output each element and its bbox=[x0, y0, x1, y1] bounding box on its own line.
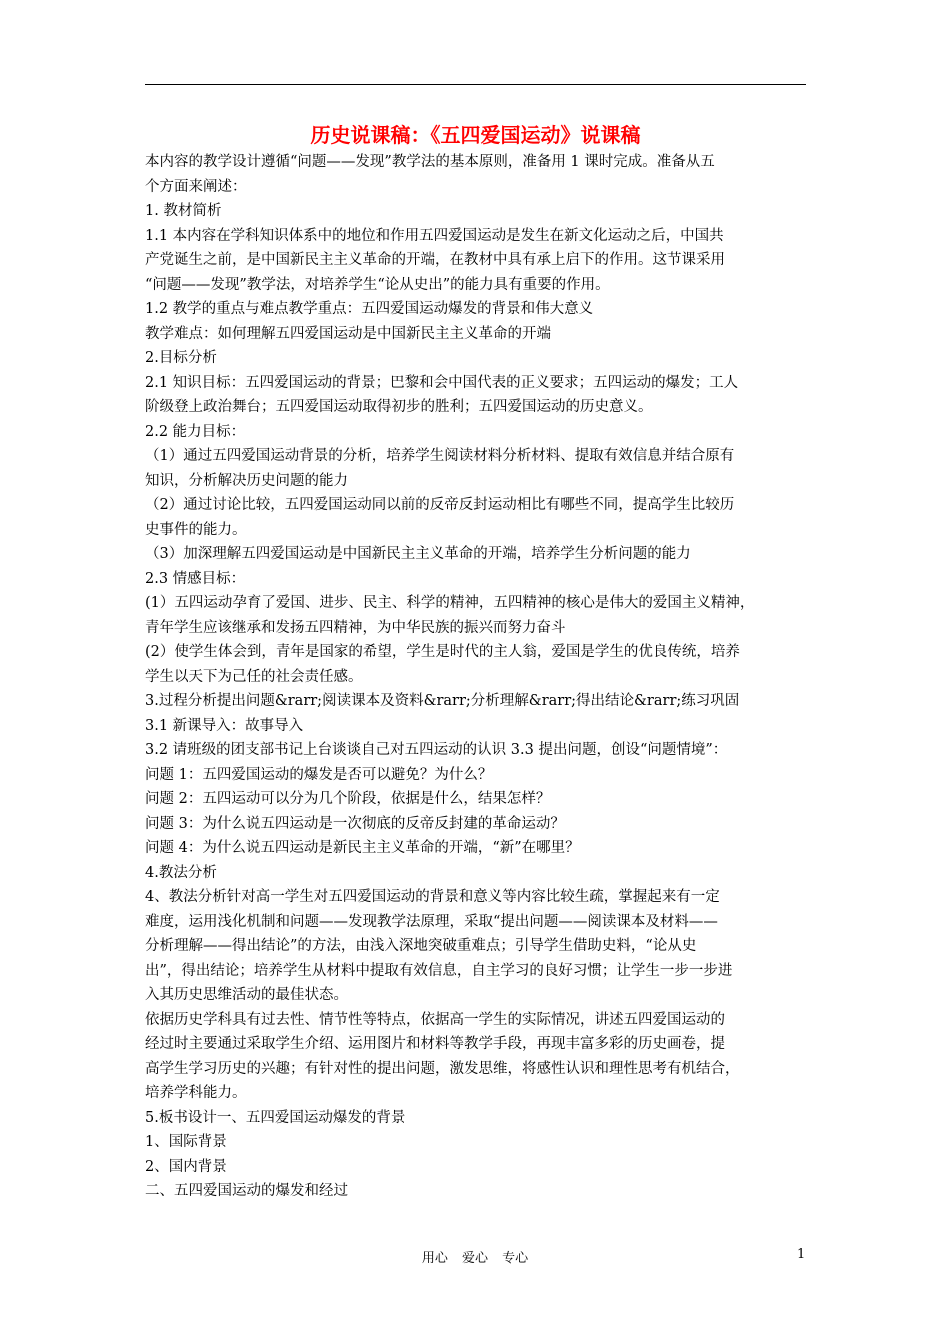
body-line: 难度，运用浅化机制和问题——发现教学法原理，采取“提出问题——阅读课本及材料—— bbox=[145, 913, 718, 930]
body-line: 2.3 情感目标： bbox=[145, 570, 246, 587]
body-line: 2.1 知识目标：五四爱国运动的背景；巴黎和会中国代表的正义要求；五四运动的爆发；工人 bbox=[145, 374, 739, 391]
body-line: 学生以天下为己任的社会责任感。 bbox=[145, 668, 363, 685]
body-line: （3）加深理解五四爱国运动是中国新民主主义革命的开端，培养学生分析问题的能力 bbox=[145, 546, 691, 562]
body-line: 入其历史思维活动的最佳状态。 bbox=[145, 987, 348, 1003]
body-line: (1）五四运动孕育了爱国、进步、民主、科学的精神，五四精神的核心是伟大的爱国主义精神， bbox=[145, 595, 755, 611]
body-line: 3.1 新课导入：故事导入 bbox=[145, 717, 304, 734]
body-line: 1、国际背景 bbox=[145, 1134, 227, 1150]
body-line: 4、教法分析针对高一学生对五四爱国运动的背景和意义等内容比较生疏，掌握起来有一定 bbox=[145, 889, 720, 905]
body-line: 培养学科能力。 bbox=[145, 1085, 247, 1101]
body-line: 个方面来阐述： bbox=[145, 178, 247, 195]
header-rule bbox=[145, 84, 806, 85]
body-line: 知识，分析解决历史问题的能力 bbox=[145, 472, 348, 489]
body-line: 产党诞生之前，是中国新民主主义革命的开端，在教材中具有承上启下的作用。这节课采用 bbox=[145, 252, 725, 268]
body-line: 问题 1：五四爱国运动的爆发是否可以避免？为什么？ bbox=[145, 766, 493, 783]
body-line: 教学难点：如何理解五四爱国运动是中国新民主主义革命的开端 bbox=[145, 325, 551, 342]
body-line: 2、国内背景 bbox=[145, 1158, 227, 1175]
body-line: 4.教法分析 bbox=[145, 864, 217, 881]
body-line: 问题 2：五四运动可以分为几个阶段，依据是什么，结果怎样？ bbox=[145, 791, 551, 807]
body-line: 问题 4：为什么说五四运动是新民主主义革命的开端，“新”在哪里？ bbox=[145, 840, 580, 856]
body-line: 1.2 教学的重点与难点教学重点：五四爱国运动爆发的背景和伟大意义 bbox=[145, 301, 594, 317]
body-line: （2）通过讨论比较，五四爱国运动同以前的反帝反封运动相比有哪些不同，提高学生比较历 bbox=[145, 497, 735, 513]
body-line: 问题 3：为什么说五四运动是一次彻底的反帝反封建的革命运动？ bbox=[145, 815, 565, 832]
body-line: 1. 教材简析 bbox=[145, 203, 222, 219]
body-line: (2）使学生体会到，青年是国家的希望，学生是时代的主人翁，爱国是学生的优良传统，培养 bbox=[145, 644, 740, 660]
body-line: 5.板书设计一、五四爱国运动爆发的背景 bbox=[145, 1109, 406, 1126]
body-line: 青年学生应该继承和发扬五四精神，为中华民族的振兴而努力奋斗 bbox=[145, 619, 566, 636]
document-body bbox=[145, 150, 810, 1204]
body-line: 阶级登上政治舞台；五四爱国运动取得初步的胜利；五四爱国运动的历史意义。 bbox=[145, 399, 653, 415]
body-line: 2.目标分析 bbox=[145, 350, 217, 366]
body-line: 3.过程分析提出问题&rarr;阅读课本及资料&rarr;分析理解&rarr;得出结论&rarr;练习巩固 bbox=[145, 693, 740, 709]
body-line: 经过时主要通过采取学生介绍、运用图片和材料等教学手段，再现丰富多彩的历史画卷，提 bbox=[145, 1036, 725, 1052]
body-line: 3.2 请班级的团支部书记上台谈谈自己对五四运动的认识 3.3 提出问题，创设“问题情境”： bbox=[145, 742, 728, 758]
body-line: “问题——发现”教学法，对培养学生“论从史出”的能力具有重要的作用。 bbox=[145, 276, 610, 293]
body-line: （1）通过五四爱国运动背景的分析，培养学生阅读材料分析材料、提取有效信息并结合原有 bbox=[145, 448, 735, 464]
body-line: 1.1 本内容在学科知识体系中的地位和作用五四爱国运动是发生在新文化运动之后，中国共 bbox=[145, 227, 724, 244]
body-line: 二、五四爱国运动的爆发和经过 bbox=[145, 1183, 348, 1199]
body-line: 2.2 能力目标： bbox=[145, 423, 246, 440]
body-line: 依据历史学科具有过去性、情节性等特点，依据高一学生的实际情况，讲述五四爱国运动的 bbox=[145, 1011, 725, 1028]
document-title: 历史说课稿：《五四爱国运动》说课稿 bbox=[310, 123, 641, 147]
body-line: 出”，得出结论；培养学生从材料中提取有效信息，自主学习的良好习惯；让学生一步一步进 bbox=[145, 962, 733, 979]
body-line: 史事件的能力。 bbox=[145, 521, 247, 538]
footer-text: 用心 爱心 专心 bbox=[421, 1251, 529, 1266]
body-line: 高学生学习历史的兴趣；有针对性的提出问题，激发思维，将感性认识和理性思考有机结合， bbox=[145, 1060, 740, 1077]
body-line: 本内容的教学设计遵循“问题——发现”教学法的基本原则，准备用 1 课时完成。准备从五 bbox=[145, 154, 715, 170]
body-line: 分析理解——得出结论”的方法，由浅入深地突破重难点；引导学生借助史料，“论从史 bbox=[145, 938, 697, 954]
page-number: 1 bbox=[797, 1247, 806, 1262]
